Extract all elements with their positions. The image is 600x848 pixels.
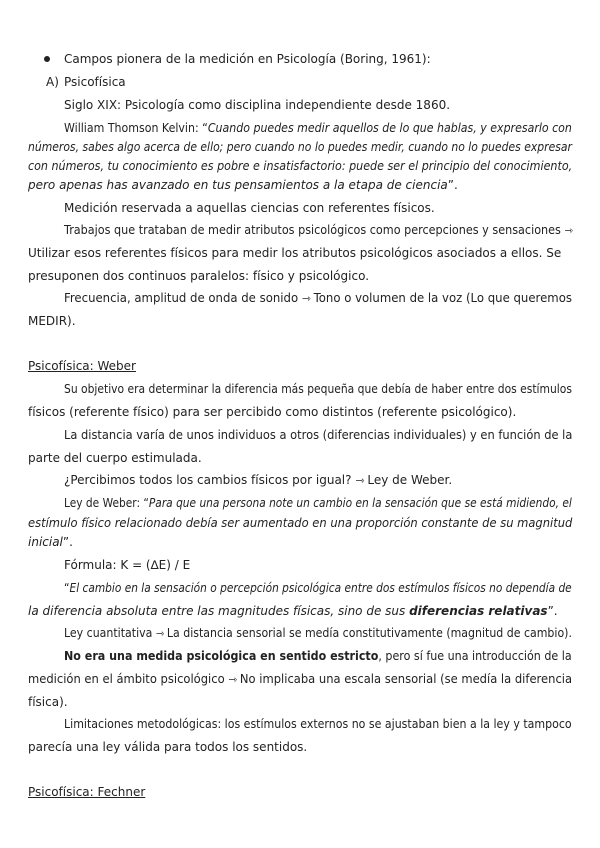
weber-change-line-1: “El cambio en la sensación o percepción psicológica entre dos estímulos físicos no dependía de <box>64 581 572 595</box>
paragraph-frecuencia-line-1: Frecuencia, amplitud de onda de sonido ⇾ Tono o volumen de la voz (Lo que queremos <box>64 291 572 305</box>
weber-law-line-1: Ley de Weber: “Para que una persona note un cambio en la sensación que se está midiendo, el <box>64 496 572 510</box>
bullet-text: Campos pionera de la medición en Psicología (Boring, 1961): <box>64 52 431 66</box>
emphasis-diferencias-relativas: diferencias relativas <box>409 604 548 618</box>
paragraph-medicion: Medición reservada a aquellas ciencias con referentes físicos. <box>64 201 435 215</box>
weber-quantitative-law: Ley cuantitativa ⇾ La distancia sensorial se medía constitutivamente (magnitud de cambio). <box>64 626 572 640</box>
weber-law-line-3: inicial”. <box>28 535 73 549</box>
heading-weber: Psicofísica: Weber <box>28 359 136 373</box>
list-item-title: Psicofísica <box>64 75 126 89</box>
arrow-icon: ⇾ <box>564 224 573 237</box>
weber-distance-line-2: parte del cuerpo estimulada. <box>28 451 202 465</box>
weber-limitations-line-2: parecía una ley válida para todos los sentidos. <box>28 740 308 754</box>
weber-not-measure-line-1: No era una medida psicológica en sentido estricto, pero sí fue una introducción de la <box>64 649 572 663</box>
weber-objective-line-1: Su objetivo era determinar la diferencia más pequeña que debía de haber entre dos estímulos <box>64 382 572 396</box>
weber-objective-line-2: físicos (referente físico) para ser percibido como distintos (referente psicológico). <box>28 405 517 419</box>
arrow-icon: ⇾ <box>228 673 237 686</box>
weber-distance-line-1: La distancia varía de unos individuos a otros (diferencias individuales) y en función de la <box>64 428 573 442</box>
heading-fechner: Psicofísica: Fechner <box>28 785 146 799</box>
weber-law-line-2: estímulo físico relacionado debía ser aumentado en una proporción constante de su magnitud <box>28 516 573 530</box>
kelvin-quote-end-text: pero apenas has avanzado en tus pensamientos a la etapa de ciencia <box>28 178 448 192</box>
weber-not-measure-line-2: medición en el ámbito psicológico ⇾ No implicaba una escala sensorial (se medía la diferencia <box>28 672 573 686</box>
paragraph-siglo: Siglo XIX: Psicología como disciplina independiente desde 1860. <box>64 98 451 112</box>
paragraph-trabajos-line-3: presuponen dos continuos paralelos: físico y psicológico. <box>28 269 370 283</box>
arrow-icon: ⇾ <box>155 627 164 640</box>
emphasis-no-era-medida: No era una medida psicológica en sentido estricto <box>64 649 379 663</box>
list-marker: A) <box>46 75 59 89</box>
arrow-icon: ⇾ <box>355 474 364 487</box>
kelvin-quote-close: ”. <box>447 178 458 192</box>
paragraph-frecuencia-line-2: MEDIR). <box>28 314 76 328</box>
weber-change-line-2: la diferencia absoluta entre las magnitudes físicas, sino de sus diferencias relativas”. <box>28 604 558 618</box>
weber-formula: Fórmula: K = (∆E) / E <box>64 558 191 572</box>
weber-limitations-line-1: Limitaciones metodológicas: los estímulos externos no se ajustaban bien a la ley y tampoco <box>64 717 572 731</box>
kelvin-quote-text: Cuando puedes medir aquellos de lo que hablas, y expresarlo con <box>207 121 572 135</box>
weber-question: ¿Percibimos todos los cambios físicos por igual? ⇾ Ley de Weber. <box>64 473 453 487</box>
arrow-icon: ⇾ <box>301 292 310 305</box>
weber-not-measure-line-3: física). <box>28 695 68 709</box>
kelvin-quote-line-4 <box>28 177 458 193</box>
paragraph-trabajos-line-1: Trabajos que trataban de medir atributos psicológicos como percepciones y sensaciones ⇾ <box>64 223 573 237</box>
kelvin-label: William Thomson Kelvin: “ <box>64 121 208 135</box>
kelvin-quote-line-1 <box>64 120 572 136</box>
bullet-dot <box>44 56 50 62</box>
paragraph-trabajos-line-2: Utilizar esos referentes físicos para medir los atributos psicológicos asociados a ellos. Se <box>28 246 562 260</box>
kelvin-quote-line-2: números, sabes algo acerca de ello; pero cuando no lo puedes medir, cuando no lo puedes expresar <box>28 140 572 154</box>
kelvin-quote-line-3: con números, tu conocimiento es pobre e insatisfactorio: puede ser el principio del conocimiento, <box>28 159 573 173</box>
